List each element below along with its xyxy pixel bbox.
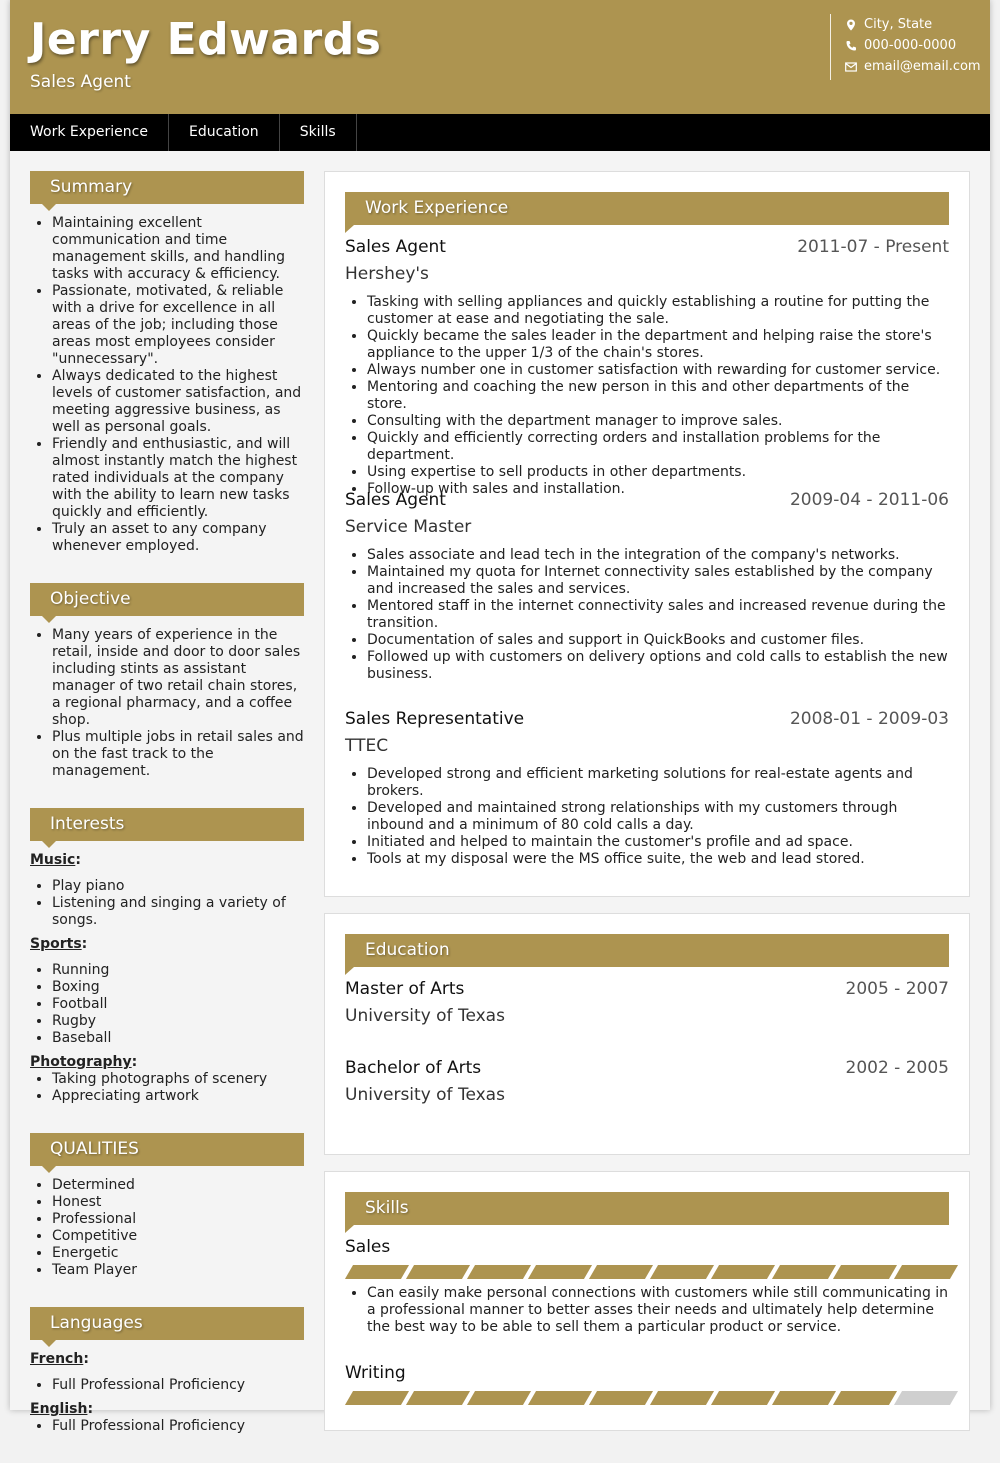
list-item: • Full Professional Proficiency (52, 1377, 304, 1394)
list-item: • Using expertise to sell products in other departments. (367, 464, 949, 481)
music-list (30, 878, 304, 929)
skill-segment-empty (894, 1391, 958, 1405)
job-company: Service Master (345, 517, 472, 537)
job-duties (345, 766, 949, 868)
job-company: Hershey's (345, 264, 429, 284)
header (10, 0, 990, 114)
degree-date: 2002 - 2005 (845, 1058, 949, 1078)
list-item: • Honest (52, 1194, 304, 1211)
skill-segment-filled (833, 1391, 897, 1405)
photography-list (30, 1071, 304, 1105)
list-item: • Always number one in customer satisfaction with rewarding for customer service. (367, 362, 949, 379)
objective-section (30, 583, 304, 780)
job-date: 2008-01 - 2009-03 (789, 709, 949, 729)
objective-list (30, 627, 304, 780)
nav-skills[interactable]: Skills (280, 114, 357, 151)
skill-entry-sales (345, 1236, 949, 1336)
job-entry-2 (345, 489, 949, 683)
skill-level-bar (345, 1391, 949, 1405)
list-item: • Friendly and enthusiastic, and will almost instantly match the highest rated individuals at the company with the ability to learn new tasks quickly and efficiently. (52, 436, 304, 521)
job-duties (345, 294, 949, 498)
qualities-section (30, 1133, 304, 1279)
degree-date: 2005 - 2007 (845, 979, 949, 999)
list-item: • Boxing (52, 979, 304, 996)
list-item: • Determined (52, 1177, 304, 1194)
skill-segment-filled (772, 1265, 836, 1279)
skills-heading: Skills (345, 1192, 949, 1225)
list-item: • Listening and singing a variety of songs. (52, 895, 304, 929)
skill-entry-writing (345, 1362, 949, 1405)
list-item: • Full Professional Proficiency (52, 1418, 304, 1435)
phone-text: 000-000-0000 (864, 38, 957, 53)
candidate-name: Jerry Edwards (30, 14, 382, 65)
list-item: • Passionate, motivated, & reliable with a drive for excellence in all areas of the job; including those areas most employees consider "unnecessary". (52, 283, 304, 368)
skill-segment-filled (589, 1265, 653, 1279)
section-nav (10, 114, 990, 151)
job-title: Sales Agent (345, 237, 446, 257)
list-item: • Sales associate and lead tech in the integration of the company's networks. (367, 547, 949, 564)
education-panel (324, 913, 970, 1155)
skill-segment-filled (528, 1265, 592, 1279)
list-item: • Developed and maintained strong relationships with my customers through inbound and a minimum of 80 cold calls a day. (367, 800, 949, 834)
job-title: Sales Agent (345, 490, 446, 510)
list-item: • Mentoring and coaching the new person in this and other departments of the store. (367, 379, 949, 413)
list-item: • Appreciating artwork (52, 1088, 304, 1105)
skill-details (345, 1285, 949, 1336)
envelope-icon (845, 61, 857, 73)
skill-segment-filled (467, 1391, 531, 1405)
skill-segment-filled (650, 1265, 714, 1279)
summary-section (30, 171, 304, 555)
degree-school: University of Texas (345, 1085, 505, 1105)
skill-level-bar (345, 1265, 949, 1279)
email-text[interactable]: email@email.com (864, 59, 981, 74)
candidate-title: Sales Agent (30, 72, 131, 92)
list-item: • Tasking with selling appliances and quickly establishing a routine for putting the customer at ease and negotiating the sale. (367, 294, 949, 328)
skill-segment-filled (711, 1265, 775, 1279)
skill-segment-filled (345, 1391, 409, 1405)
sports-list (30, 962, 304, 1047)
skill-segment-filled (650, 1391, 714, 1405)
list-item: • Play piano (52, 878, 304, 895)
list-item: • Always dedicated to the highest levels of customer satisfaction, and meeting aggressive business, as well as personal goals. (52, 368, 304, 436)
list-item: • Developed strong and efficient marketing solutions for real-estate agents and brokers. (367, 766, 949, 800)
skill-segment-filled (467, 1265, 531, 1279)
skill-segment-filled (406, 1391, 470, 1405)
contact-location (845, 14, 981, 35)
list-item: • Running (52, 962, 304, 979)
list-item: • Tools at my disposal were the MS office suite, the web and lead stored. (367, 851, 949, 868)
degree-school: University of Texas (345, 1006, 505, 1026)
job-duties (345, 547, 949, 683)
list-item: • Followed up with customers on delivery options and cold calls to establish the new business. (367, 649, 949, 683)
objective-heading: Objective (30, 583, 304, 616)
interests-heading: Interests (30, 808, 304, 841)
skill-segment-filled (528, 1391, 592, 1405)
skill-segment-filled (772, 1391, 836, 1405)
list-item: • Documentation of sales and support in QuickBooks and customer files. (367, 632, 949, 649)
list-item: • Truly an asset to any company whenever employed. (52, 521, 304, 555)
map-pin-icon (845, 19, 857, 31)
list-item: • Maintaining excellent communication and time management skills, and handling tasks with accuracy & efficiency. (52, 215, 304, 283)
work-experience-panel (324, 171, 970, 897)
list-item: • Team Player (52, 1262, 304, 1279)
skill-name: Sales (345, 1237, 391, 1257)
interests-section (30, 808, 304, 1105)
skill-name: Writing (345, 1363, 406, 1383)
list-item: • Can easily make personal connections with customers while still communicating in a professional manner to better asses their needs and ultimately help determine the best way to be able to sell them a particular product or service. (367, 1285, 949, 1336)
list-item: • Follow-up with sales and installation. (367, 481, 949, 498)
interest-category-sports: Sports: (30, 936, 88, 952)
skill-segment-filled (345, 1265, 409, 1279)
summary-heading: Summary (30, 171, 304, 204)
french-list (30, 1377, 304, 1394)
list-item: • Competitive (52, 1228, 304, 1245)
list-item: • Football (52, 996, 304, 1013)
degree-entry-2 (345, 1057, 949, 1106)
qualities-heading: QUALITIES (30, 1133, 304, 1166)
job-entry-1 (345, 236, 949, 498)
skill-segment-filled (406, 1265, 470, 1279)
contact-info (830, 14, 981, 80)
degree-title: Master of Arts (345, 979, 465, 999)
skill-segment-filled (589, 1391, 653, 1405)
list-item: • Maintained my quota for Internet connectivity sales established by the company and increased the sales and services. (367, 564, 949, 598)
job-company: TTEC (345, 736, 389, 756)
education-heading: Education (345, 934, 949, 967)
list-item: • Baseball (52, 1030, 304, 1047)
language-english: English: (30, 1401, 94, 1417)
languages-section (30, 1307, 304, 1435)
list-item: • Quickly became the sales leader in the department and helping raise the store's appliance to the upper 1/3 of the chain's stores. (367, 328, 949, 362)
location-text: City, State (864, 17, 933, 32)
contact-phone (845, 35, 981, 56)
nav-work-experience[interactable]: Work Experience (10, 114, 169, 151)
job-title: Sales Representative (345, 709, 525, 729)
qualities-list (30, 1177, 304, 1279)
list-item: • Many years of experience in the retail, inside and door to door sales including stints as assistant manager of two retail chain stores, a regional pharmacy, and a coffee shop. (52, 627, 304, 729)
list-item: • Mentored staff in the internet connectivity sales and increased revenue during the transition. (367, 598, 949, 632)
list-item: • Consulting with the department manager to improve sales. (367, 413, 949, 430)
list-item: • Plus multiple jobs in retail sales and on the fast track to the management. (52, 729, 304, 780)
phone-icon (845, 40, 857, 52)
nav-education[interactable]: Education (169, 114, 280, 151)
skills-panel (324, 1171, 970, 1431)
job-date: 2009-04 - 2011-06 (789, 490, 949, 510)
skill-segment-filled (833, 1265, 897, 1279)
english-list (30, 1418, 304, 1435)
interest-category-photography: Photography: (30, 1054, 138, 1070)
job-entry-3 (345, 708, 949, 868)
skill-segment-filled (894, 1265, 958, 1279)
list-item: • Professional (52, 1211, 304, 1228)
language-french: French: (30, 1351, 89, 1367)
list-item: • Energetic (52, 1245, 304, 1262)
contact-email (845, 56, 981, 77)
languages-heading: Languages (30, 1307, 304, 1340)
list-item: • Rugby (52, 1013, 304, 1030)
list-item: • Initiated and helped to maintain the customer's profile and ad space. (367, 834, 949, 851)
job-date: 2011-07 - Present (797, 237, 949, 257)
work-experience-heading: Work Experience (345, 192, 949, 225)
interest-category-music: Music: (30, 852, 81, 868)
list-item: • Taking photographs of scenery (52, 1071, 304, 1088)
resume-page (10, 0, 990, 1434)
list-item: • Quickly and efficiently correcting orders and installation problems for the department. (367, 430, 949, 464)
summary-list (30, 215, 304, 555)
degree-entry-1 (345, 978, 949, 1027)
skill-segment-filled (711, 1391, 775, 1405)
degree-title: Bachelor of Arts (345, 1058, 482, 1078)
sidebar (30, 171, 304, 1463)
